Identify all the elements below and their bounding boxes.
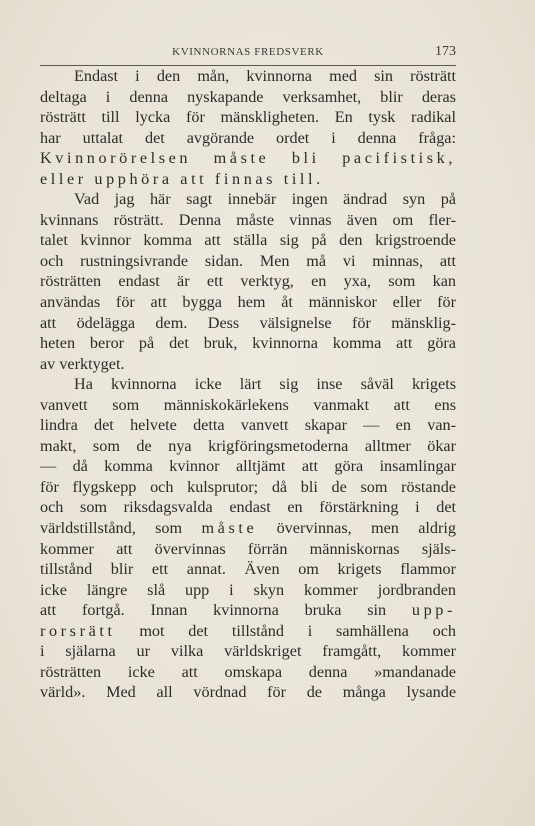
spaced-emphasis: måste [201,519,258,538]
text-line [40,518,456,539]
text-line [40,87,456,108]
text-line [40,539,456,560]
running-head: KVINNORNAS FREDSVERK [172,46,324,58]
text-line [40,559,456,580]
text-segment: rösträtt till lycka för mänskligheten. En tysk radikal [40,108,456,127]
text-segment: kommer att övervinnas förrän människornas själs- [40,539,456,558]
text-line [40,210,456,231]
text-segment: deltaga i denna nyskapande verksamhet, blir deras [40,87,456,106]
text-line [40,189,456,210]
text-segment: icke längre slå upp i skyn kommer jordbranden [40,580,456,599]
text-line [40,128,456,149]
text-segment: för flygskepp och kulsprutor; då bli de som röstande [40,477,456,496]
text-segment: makt, som de nya krigföringsmetoderna alltmer ökar [40,436,456,455]
text-line [40,374,456,395]
text-segment: användas för att bygga hem åt människor eller för [40,293,456,312]
text-line [40,395,456,416]
spaced-emphasis: eller upphöra att finnas till. [40,169,324,188]
text-segment: tillstånd blir ett annat. Även om krigets flammor [40,560,456,579]
text-segment: Ha kvinnorna icke lärt sig inse såväl krigets [74,375,456,394]
text-segment: mot det tillstånd i samhällena och [115,621,456,640]
text-line [40,415,456,436]
body-text [40,66,456,703]
text-line [40,436,456,457]
text-segment: att fortgå. Innan kvinnorna bruka sin [40,601,412,620]
spaced-emphasis: Kvinnorörelsen måste bli pacifistisk, [40,149,456,168]
text-line [40,662,456,683]
text-line [40,169,456,190]
text-segment: att ödelägga dem. Dess välsignelse för mänsklig- [40,313,456,332]
text-line [40,682,456,703]
text-line [40,66,456,87]
text-line [40,313,456,334]
text-line [40,456,456,477]
text-line [40,580,456,601]
text-segment: i själarna ur vilka världskriget framgått, kommer [40,642,456,661]
text-line [40,251,456,272]
text-line [40,292,456,313]
text-segment: värld». Med all vördnad för de många lysande [40,683,456,702]
text-segment: har uttalat det avgörande ordet i denna fråga: [40,128,456,147]
text-segment: världstillstånd, som [40,519,202,538]
text-segment: övervinnas, men aldrig [257,519,457,538]
text-line [40,107,456,128]
text-line [40,641,456,662]
text-line [40,271,456,292]
spaced-emphasis: rorsrätt [40,621,116,640]
text-segment: rösträtten endast är ett verktyg, en yxa, som kan [40,272,456,291]
text-segment: — då komma kvinnor alltjämt att göra insamlingar [40,457,456,476]
text-segment: av verktyget. [40,354,125,373]
text-line [40,354,456,375]
text-segment: rösträtten icke att omskapa denna »mandanade [40,662,456,681]
text-segment: talet kvinnor komma att ställa sig på den krigstroende [40,231,456,250]
text-segment: heten beror på det bruk, kvinnorna komma att göra [40,334,456,353]
text-segment: Endast i den mån, kvinnorna med sin rösträtt [74,67,456,85]
page-header [40,43,456,66]
text-segment: kvinnans rösträtt. Denna måste vinnas även om fler- [40,210,456,229]
page-number: 173 [435,44,456,59]
text-line [40,148,456,169]
text-line [40,230,456,251]
spaced-emphasis: upp- [411,601,456,620]
text-line [40,621,456,642]
text-line [40,477,456,498]
text-segment: vanvett som människokärlekens vanmakt att ens [40,395,456,414]
text-segment: lindra det helvete detta vanvett skapar — en van- [40,416,456,435]
text-line [40,333,456,354]
text-segment: och som riksdagsvalda endast en förstärkning i det [40,498,456,517]
text-line [40,600,456,621]
text-segment: Vad jag här sagt innebär ingen ändrad syn på [74,190,456,209]
text-segment: och rustningsivrande sidan. Men må vi minnas, att [40,251,456,270]
text-line [40,497,456,518]
